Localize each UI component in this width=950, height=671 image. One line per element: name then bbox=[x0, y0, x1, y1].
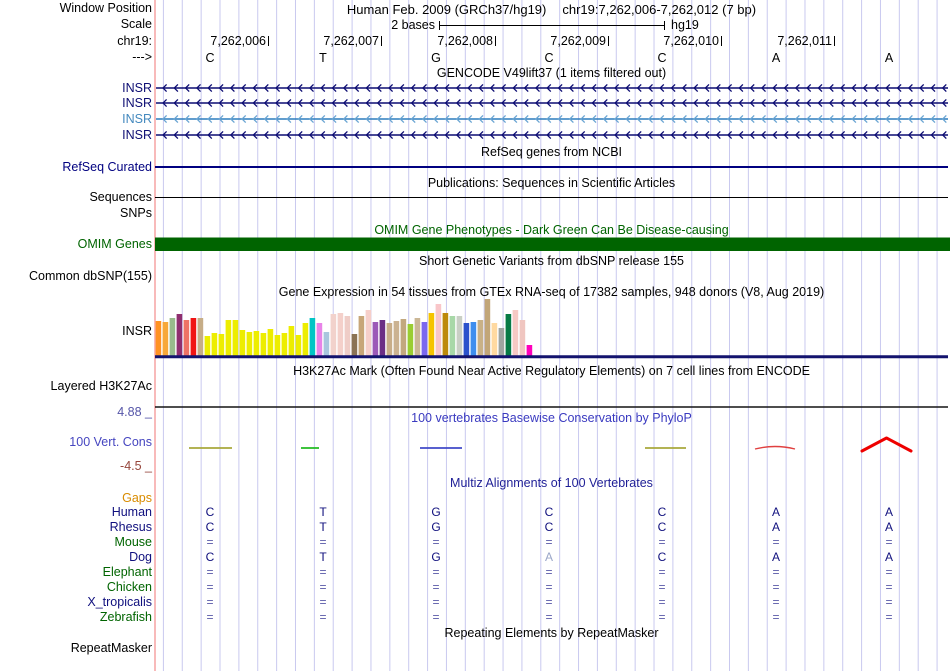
phylop-peak bbox=[862, 438, 911, 451]
gtex-tissue-bar[interactable] bbox=[457, 316, 463, 356]
gtex-tissue-bar[interactable] bbox=[443, 313, 449, 356]
gtex-tissue-bar[interactable] bbox=[359, 316, 365, 356]
ruler-coordinate: 7,262,009 bbox=[550, 34, 606, 48]
gtex-tissue-bar[interactable] bbox=[506, 314, 512, 356]
multiz-cell-chicken: = bbox=[545, 580, 553, 594]
multiz-cell-human: A bbox=[884, 505, 894, 519]
gtex-tissue-bar[interactable] bbox=[422, 322, 428, 356]
ruler-tick bbox=[381, 36, 382, 46]
gtex-tissue-bar[interactable] bbox=[352, 334, 358, 356]
ruler-tick bbox=[608, 36, 609, 46]
track-label-dog[interactable]: Dog bbox=[129, 549, 152, 564]
multiz-cell-chicken: = bbox=[885, 580, 893, 594]
multiz-cell-elephant: = bbox=[432, 565, 440, 579]
track-label-rhesus[interactable]: Rhesus bbox=[109, 519, 152, 534]
multiz-cell-x-tropicalis: = bbox=[319, 595, 327, 609]
track-label-insr-1[interactable]: INSR bbox=[122, 80, 152, 95]
multiz-cell-elephant: = bbox=[545, 565, 553, 579]
gtex-tissue-bar[interactable] bbox=[345, 316, 351, 356]
reference-base: A bbox=[884, 51, 894, 65]
scale-bar-right-tick bbox=[664, 21, 665, 30]
gtex-tissue-bar[interactable] bbox=[450, 316, 456, 356]
gtex-tissue-bar[interactable] bbox=[233, 320, 239, 356]
multiz-cell-human: A bbox=[771, 505, 781, 519]
track-label-refseq-curated[interactable]: RefSeq Curated bbox=[62, 159, 152, 174]
track-label-cons-max: 4.88 _ bbox=[117, 404, 152, 419]
ruler-coordinate: 7,262,010 bbox=[663, 34, 719, 48]
multiz-cell-x-tropicalis: = bbox=[206, 595, 214, 609]
track-label-snps[interactable]: SNPs bbox=[120, 205, 152, 220]
gtex-tissue-bar[interactable] bbox=[240, 330, 246, 356]
multiz-cell-dog: A bbox=[771, 550, 781, 564]
multiz-cell-dog: C bbox=[657, 550, 667, 564]
ruler-tick bbox=[495, 36, 496, 46]
multiz-cell-rhesus: A bbox=[884, 520, 894, 534]
multiz-cell-rhesus: C bbox=[205, 520, 215, 534]
track-label-gaps[interactable]: Gaps bbox=[122, 490, 152, 505]
gtex-tissue-bar[interactable] bbox=[303, 323, 309, 356]
gtex-title[interactable]: Gene Expression in 54 tissues from GTEx RNA-seq of 17382 samples, 948 donors (V8, Aug 2019) bbox=[278, 284, 825, 299]
gtex-tissue-bar[interactable] bbox=[387, 323, 393, 356]
gtex-tissue-bar[interactable] bbox=[261, 333, 267, 356]
multiz-cell-zebrafish: = bbox=[658, 610, 666, 624]
multiz-cell-elephant: = bbox=[319, 565, 327, 579]
omim-title[interactable]: OMIM Gene Phenotypes - Dark Green Can Be Disease-causing bbox=[374, 222, 729, 237]
multiz-cell-x-tropicalis: = bbox=[658, 595, 666, 609]
repeat-title[interactable]: Repeating Elements by RepeatMasker bbox=[444, 625, 659, 640]
multiz-cell-elephant: = bbox=[885, 565, 893, 579]
gtex-tissue-bar[interactable] bbox=[527, 345, 533, 356]
track-label-elephant[interactable]: Elephant bbox=[102, 564, 152, 579]
multiz-cell-rhesus: C bbox=[544, 520, 554, 534]
reference-base: C bbox=[657, 51, 667, 65]
scale-bar bbox=[439, 25, 665, 26]
assembly-position-title bbox=[155, 2, 948, 17]
multiz-cell-mouse: = bbox=[772, 535, 780, 549]
gtex-tissue-bar[interactable] bbox=[296, 335, 302, 356]
multiz-cell-rhesus: G bbox=[431, 520, 441, 534]
gtex-tissue-bar[interactable] bbox=[338, 313, 344, 356]
track-label-mouse[interactable]: Mouse bbox=[114, 534, 152, 549]
scale-bar-left-tick bbox=[439, 21, 440, 30]
track-label-cons-min: -4.5 _ bbox=[120, 458, 152, 473]
reference-base: A bbox=[771, 51, 781, 65]
assembly-title: Human Feb. 2009 (GRCh37/hg19) bbox=[346, 2, 547, 17]
gtex-tissue-bar[interactable] bbox=[156, 321, 162, 356]
multiz-cell-x-tropicalis: = bbox=[432, 595, 440, 609]
gtex-tissue-bar[interactable] bbox=[401, 319, 407, 356]
reference-base: T bbox=[319, 51, 327, 65]
gtex-tissue-bar[interactable] bbox=[268, 329, 274, 356]
gtex-tissue-bar[interactable] bbox=[464, 323, 470, 356]
multiz-cell-x-tropicalis: = bbox=[885, 595, 893, 609]
gtex-tissue-bar[interactable] bbox=[205, 336, 211, 356]
multiz-cell-chicken: = bbox=[772, 580, 780, 594]
ruler-tick bbox=[268, 36, 269, 46]
track-label-strand: ---> bbox=[132, 49, 152, 64]
multiz-cell-zebrafish: = bbox=[432, 610, 440, 624]
gencode-transcript-insr[interactable] bbox=[156, 99, 948, 106]
gencode-transcript-insr[interactable] bbox=[156, 115, 948, 122]
gtex-tissue-bar[interactable] bbox=[380, 320, 386, 356]
track-label-insr-3[interactable]: INSR bbox=[122, 111, 152, 126]
gtex-tissue-bar[interactable] bbox=[275, 335, 281, 356]
multiz-cell-elephant: = bbox=[772, 565, 780, 579]
track-label-insr-gtex[interactable]: INSR bbox=[122, 323, 152, 338]
track-label-scale: Scale bbox=[120, 16, 152, 31]
gtex-tissue-bar[interactable] bbox=[324, 332, 330, 356]
track-label-zebrafish[interactable]: Zebrafish bbox=[99, 609, 152, 624]
ruler-coordinate: 7,262,007 bbox=[323, 34, 379, 48]
multiz-cell-x-tropicalis: = bbox=[545, 595, 553, 609]
gtex-tissue-bar[interactable] bbox=[520, 320, 526, 356]
gtex-tissue-bar[interactable] bbox=[282, 333, 288, 356]
gtex-tissue-bar[interactable] bbox=[310, 318, 316, 356]
gtex-tissue-bar[interactable] bbox=[317, 323, 323, 356]
multiz-cell-zebrafish: = bbox=[319, 610, 327, 624]
gtex-tissue-bar[interactable] bbox=[177, 314, 183, 356]
gtex-tissue-bar[interactable] bbox=[184, 320, 190, 356]
track-label-insr-2[interactable]: INSR bbox=[122, 95, 152, 110]
track-label-chr19: chr19: bbox=[117, 33, 152, 48]
multiz-cell-elephant: = bbox=[206, 565, 214, 579]
gencode-transcript-insr[interactable] bbox=[156, 131, 948, 138]
gtex-tissue-bar[interactable] bbox=[170, 318, 176, 356]
multiz-cell-mouse: = bbox=[545, 535, 553, 549]
multiz-cell-zebrafish: = bbox=[206, 610, 214, 624]
multiz-cell-dog: T bbox=[319, 550, 327, 564]
position-title: chr19:7,262,006-7,262,012 (7 bp) bbox=[562, 2, 757, 17]
gtex-tissue-bar[interactable] bbox=[513, 310, 519, 356]
gtex-tissue-bar[interactable] bbox=[436, 304, 442, 356]
refseq-title[interactable]: RefSeq genes from NCBI bbox=[480, 144, 623, 159]
ruler-tick bbox=[721, 36, 722, 46]
multiz-cell-dog: A bbox=[884, 550, 894, 564]
multiz-cell-chicken: = bbox=[658, 580, 666, 594]
multiz-cell-elephant: = bbox=[658, 565, 666, 579]
scale-value: 2 bases bbox=[391, 18, 435, 32]
multiz-cell-zebrafish: = bbox=[772, 610, 780, 624]
reference-base: G bbox=[431, 51, 441, 65]
track-label-human[interactable]: Human bbox=[111, 504, 152, 519]
track-label-window-position: Window Position bbox=[59, 0, 152, 15]
ruler-coordinate: 7,262,006 bbox=[210, 34, 266, 48]
track-label-chicken[interactable]: Chicken bbox=[106, 579, 152, 594]
multiz-cell-mouse: = bbox=[885, 535, 893, 549]
multiz-cell-zebrafish: = bbox=[545, 610, 553, 624]
h3k27ac-title[interactable]: H3K27Ac Mark (Often Found Near Active Regulatory Elements) on 7 cell lines from ENCODE bbox=[293, 363, 810, 378]
track-label-insr-4[interactable]: INSR bbox=[122, 127, 152, 142]
ruler-coordinate: 7,262,008 bbox=[437, 34, 493, 48]
multiz-cell-dog: C bbox=[205, 550, 215, 564]
multiz-cell-mouse: = bbox=[432, 535, 440, 549]
gtex-tissue-bar[interactable] bbox=[373, 322, 379, 356]
track-label-layered-h3k27ac[interactable]: Layered H3K27Ac bbox=[50, 378, 152, 393]
multiz-title[interactable]: Multiz Alignments of 100 Vertebrates bbox=[450, 475, 653, 490]
multiz-cell-rhesus: T bbox=[319, 520, 327, 534]
assembly-short-label: hg19 bbox=[671, 18, 699, 32]
multiz-cell-zebrafish: = bbox=[885, 610, 893, 624]
multiz-cell-dog: A bbox=[544, 550, 554, 564]
gencode-transcript-insr[interactable] bbox=[156, 84, 948, 91]
multiz-cell-human: C bbox=[657, 505, 667, 519]
multiz-cell-chicken: = bbox=[206, 580, 214, 594]
publications-title[interactable]: Publications: Sequences in Scientific Articles bbox=[427, 175, 676, 190]
gtex-tissue-bar[interactable] bbox=[408, 324, 414, 356]
multiz-cell-human: T bbox=[319, 505, 327, 519]
multiz-cell-human: G bbox=[431, 505, 441, 519]
multiz-cell-rhesus: A bbox=[771, 520, 781, 534]
gtex-tissue-bar[interactable] bbox=[289, 326, 295, 356]
gtex-tissue-bar[interactable] bbox=[366, 310, 372, 356]
gtex-tissue-bar[interactable] bbox=[191, 318, 197, 356]
multiz-cell-chicken: = bbox=[319, 580, 327, 594]
gtex-tissue-bar[interactable] bbox=[226, 320, 232, 356]
gtex-tissue-bar[interactable] bbox=[485, 299, 491, 356]
gtex-tissue-bar[interactable] bbox=[212, 333, 218, 356]
gtex-tissue-bar[interactable] bbox=[394, 321, 400, 356]
gtex-tissue-bar[interactable] bbox=[219, 334, 225, 356]
reference-base: C bbox=[544, 51, 554, 65]
multiz-cell-human: C bbox=[205, 505, 215, 519]
track-label-omim-genes[interactable]: OMIM Genes bbox=[77, 236, 152, 251]
omim-gene-bar[interactable] bbox=[155, 238, 950, 252]
gtex-tissue-bar[interactable] bbox=[247, 332, 253, 356]
track-label-sequences[interactable]: Sequences bbox=[89, 189, 152, 204]
multiz-cell-x-tropicalis: = bbox=[772, 595, 780, 609]
track-label-common-dbsnp[interactable]: Common dbSNP(155) bbox=[29, 268, 152, 283]
dbsnp-title[interactable]: Short Genetic Variants from dbSNP release 155 bbox=[419, 253, 684, 268]
gtex-tissue-bar[interactable] bbox=[415, 318, 421, 356]
gencode-title[interactable]: GENCODE V49lift37 (1 items filtered out) bbox=[436, 65, 667, 80]
gtex-tissue-bar[interactable] bbox=[478, 320, 484, 356]
phylop-mark bbox=[755, 447, 795, 450]
gtex-tissue-bar[interactable] bbox=[499, 328, 505, 356]
ruler-tick bbox=[834, 36, 835, 46]
reference-base: C bbox=[205, 51, 215, 65]
multiz-cell-mouse: = bbox=[658, 535, 666, 549]
track-label-repeatmasker[interactable]: RepeatMasker bbox=[70, 640, 152, 655]
phylop-title[interactable]: 100 vertebrates Basewise Conservation by PhyloP bbox=[411, 410, 692, 425]
gtex-tissue-bar[interactable] bbox=[429, 313, 435, 356]
gtex-tissue-bar[interactable] bbox=[163, 322, 169, 356]
gtex-tissue-bar[interactable] bbox=[471, 322, 477, 356]
gtex-tissue-bar[interactable] bbox=[331, 314, 337, 356]
multiz-cell-rhesus: C bbox=[657, 520, 667, 534]
track-label-cons-label[interactable]: 100 Vert. Cons bbox=[69, 434, 152, 449]
multiz-cell-human: C bbox=[544, 505, 554, 519]
multiz-cell-mouse: = bbox=[206, 535, 214, 549]
multiz-cell-chicken: = bbox=[432, 580, 440, 594]
gtex-tissue-bar[interactable] bbox=[492, 323, 498, 356]
gtex-tissue-bar[interactable] bbox=[198, 318, 204, 356]
ruler-coordinate: 7,262,011 bbox=[777, 34, 832, 48]
multiz-cell-dog: G bbox=[431, 550, 441, 564]
multiz-cell-mouse: = bbox=[319, 535, 327, 549]
track-label-x-tropicalis[interactable]: X_tropicalis bbox=[87, 594, 152, 609]
gtex-tissue-bar[interactable] bbox=[254, 331, 260, 356]
